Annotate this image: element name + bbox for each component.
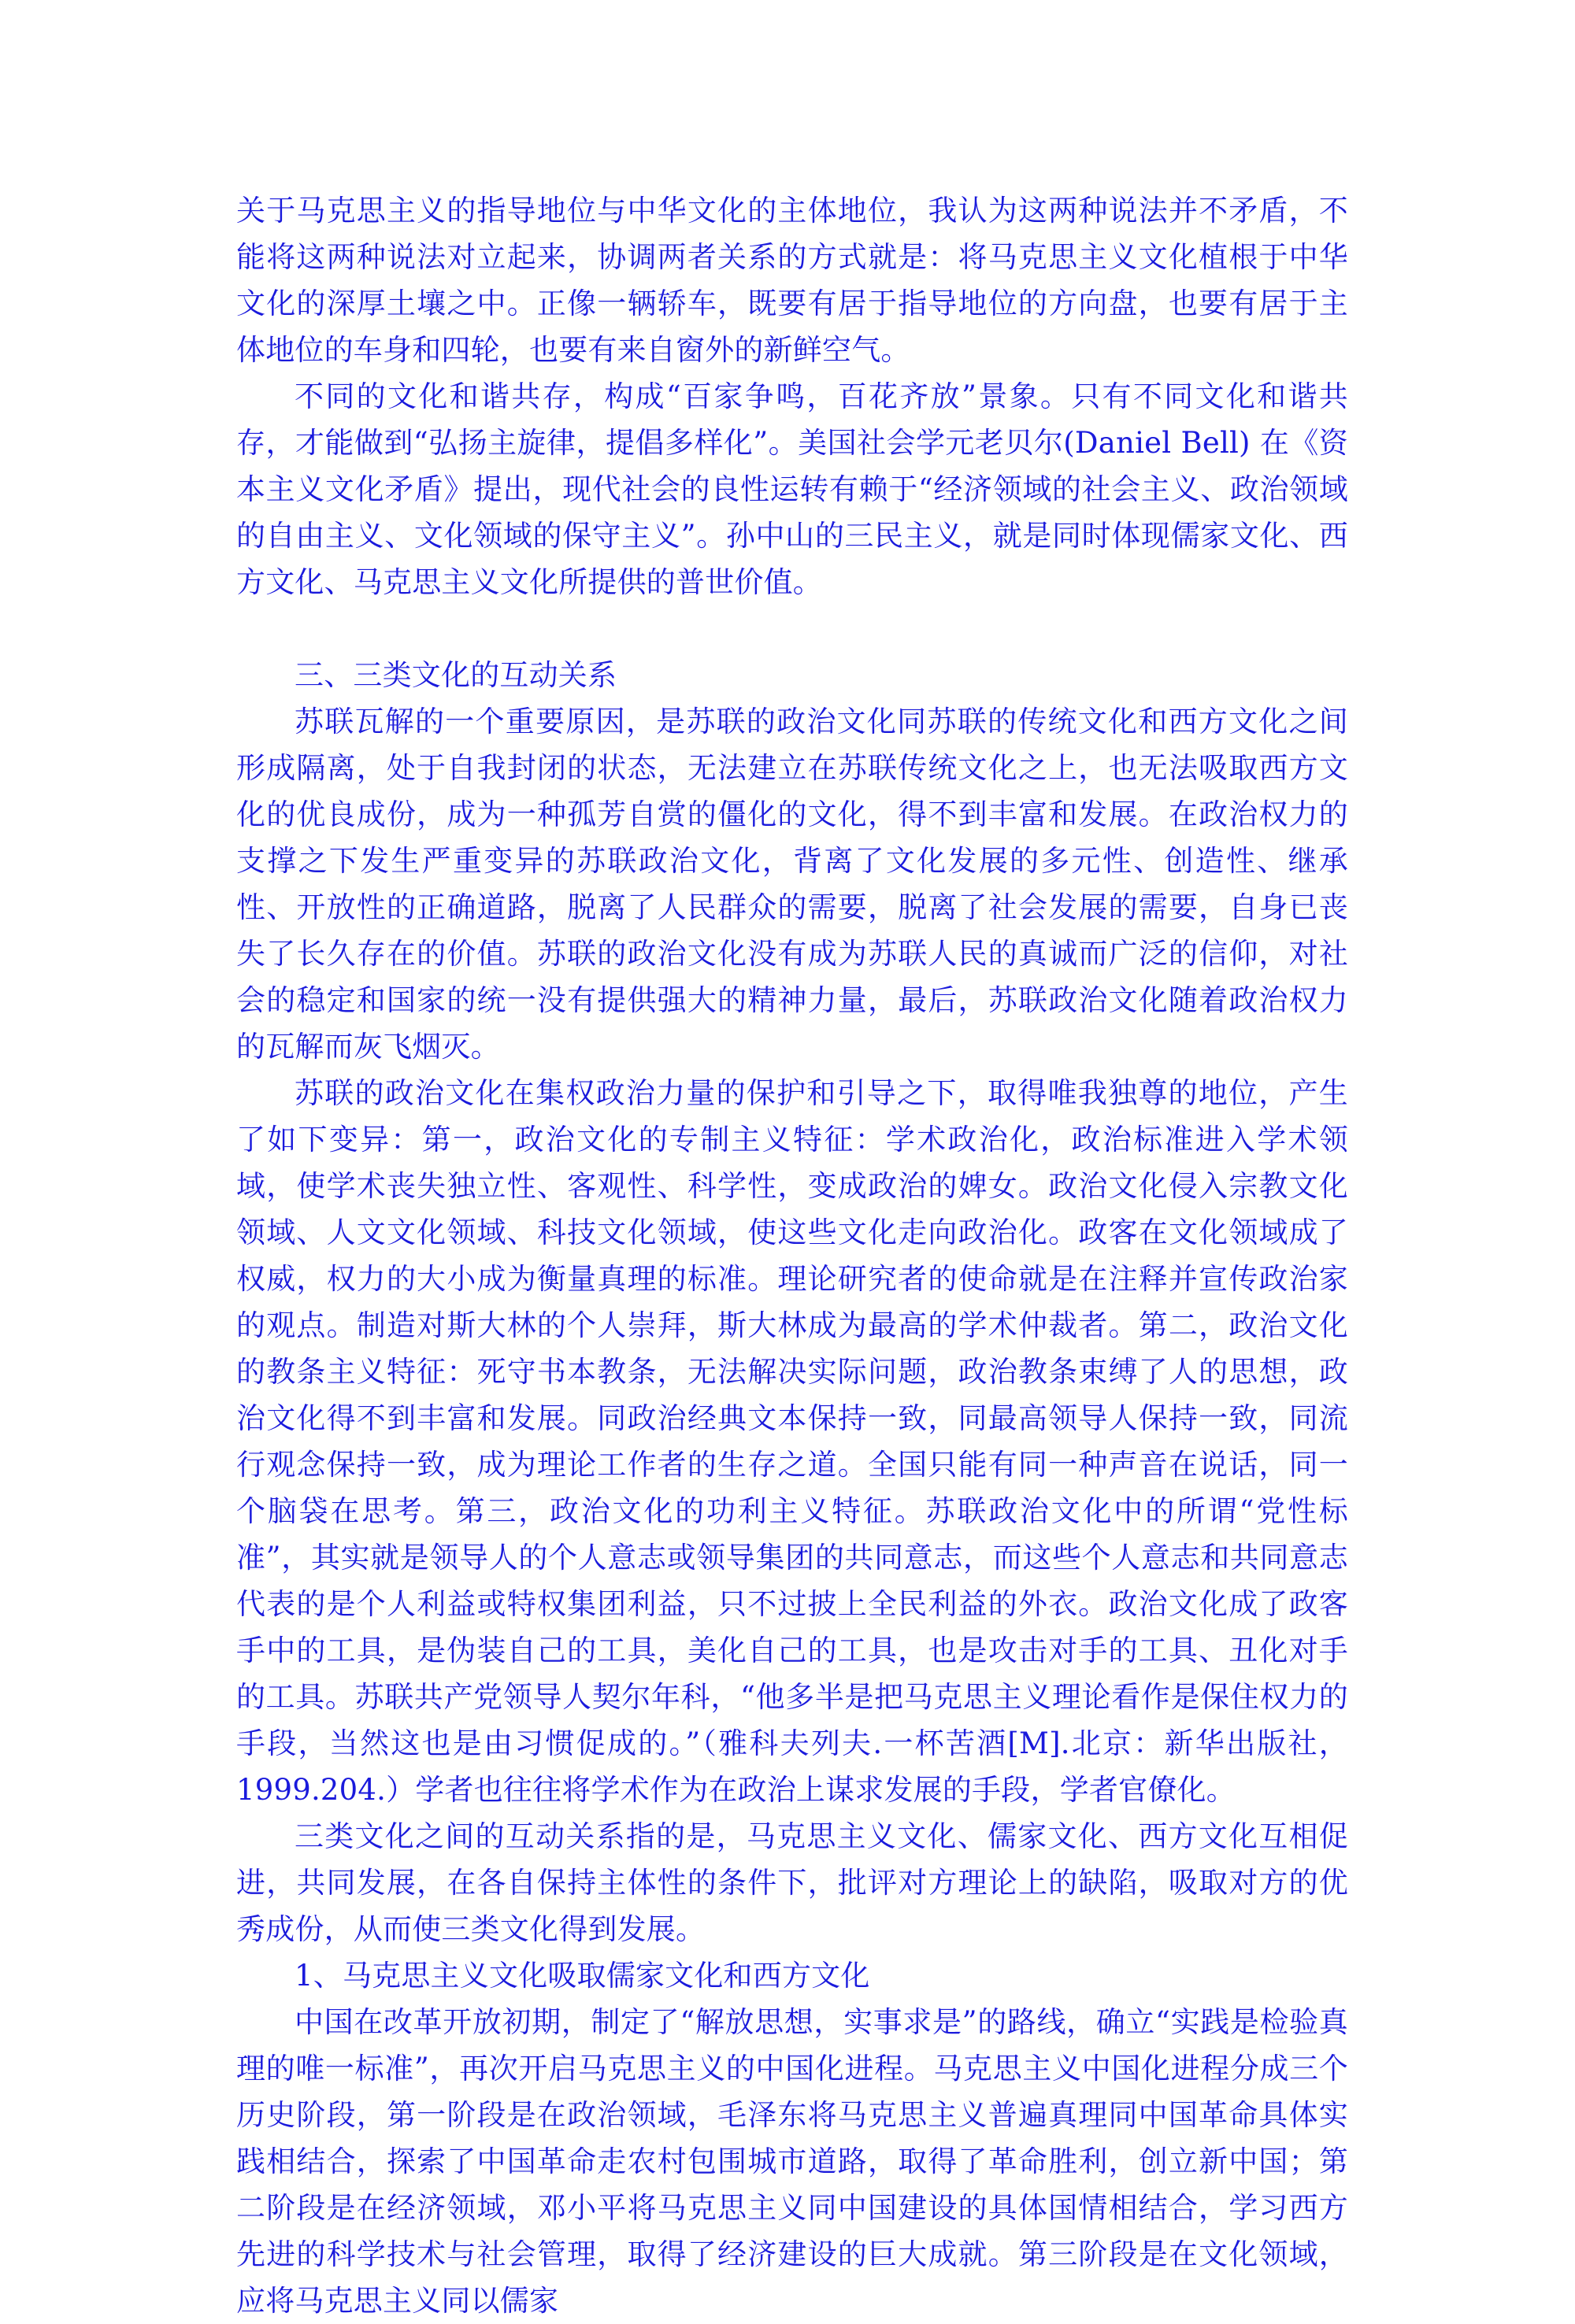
paragraph-guiding-vs-subject: 关于马克思主义的指导地位与中华文化的主体地位，我认为这两种说法并不矛盾，不能将这两种说法对立起来，协调两者关系的方式就是：将马克思主义文化植根于中华文化的深厚土壤之中。正像一辆轿车，既要有居于指导地位的方向盘，也要有居于主体地位的车身和四轮，也要有来自窗外的新鲜空气。: [236, 194, 1348, 367]
paragraph-harmonious-coexistence: 不同的文化和谐共存，构成“百家争鸣，百花齐放”景象。只有不同文化和谐共存，才能做到“弘扬主旋律，提倡多样化”。美国社会学元老贝尔(Daniel Bell) 在《资本主义文化矛盾》提出，现代社会的良性运转有赖于“经济领域的社会主义、政治领域的自由主义、文化领域的保守主义”。孙中山的三民主义，就是同时体现儒家文化、西方文化、马克思主义文化所提供的普世价值。: [236, 379, 1348, 599]
paragraph-interaction-definition: 三类文化之间的互动关系指的是，马克思主义文化、儒家文化、西方文化互相促进，共同发展，在各自保持主体性的条件下，批评对方理论上的缺陷，吸取对方的优秀成份，从而使三类文化得到发展。: [236, 1819, 1348, 1946]
section-heading: 三、三类文化的互动关系: [295, 658, 617, 692]
document-body: [236, 187, 1348, 2324]
blank-line: [236, 605, 1348, 652]
paragraph-soviet-collapse: 苏联瓦解的一个重要原因，是苏联的政治文化同苏联的传统文化和西方文化之间形成隔离，处于自我封闭的状态，无法建立在苏联传统文化之上，也无法吸取西方文化的优良成份，成为一种孤芳自赏的僵化的文化，得不到丰富和发展。在政治权力的支撑之下发生严重变异的苏联政治文化，背离了文化发展的多元性、创造性、继承性、开放性的正确道路，脱离了人民群众的需要，脱离了社会发展的需要，自身已丧失了长久存在的价值。苏联的政治文化没有成为苏联人民的真诚而广泛的信仰，对社会的稳定和国家的统一没有提供强大的精神力量，最后，苏联政治文化随着政治权力的瓦解而灰飞烟灭。: [236, 705, 1348, 1064]
paragraph-reform-opening: 中国在改革开放初期，制定了“解放思想，实事求是”的路线，确立“实践是检验真理的唯一标准”，再次开启马克思主义的中国化进程。马克思主义中国化进程分成三个历史阶段，第一阶段是在政治领域，毛泽东将马克思主义普遍真理同中国革命具体实践相结合，探索了中国革命走农村包围城市道路，取得了革命胜利，创立新中国；第二阶段是在经济领域，邓小平将马克思主义同中国建设的具体国情相结合，学习西方先进的科学技术与社会管理，取得了经济建设的巨大成就。第三阶段是在文化领域，应将马克思主义同以儒家: [236, 2005, 1348, 2318]
paragraph-soviet-variation: 苏联的政治文化在集权政治力量的保护和引导之下，取得唯我独尊的地位，产生了如下变异：第一，政治文化的专制主义特征：学术政治化，政治标准进入学术领域，使学术丧失独立性、客观性、科学性，变成政治的婢女。政治文化侵入宗教文化领域、人文文化领域、科技文化领域，使这些文化走向政治化。政客在文化领域成了权威，权力的大小成为衡量真理的标准。理论研究者的使命就是在注释并宣传政治家的观点。制造对斯大林的个人崇拜，斯大林成为最高的学术仲裁者。第二，政治文化的教条主义特征：死守书本教条，无法解决实际问题，政治教条束缚了人的思想，政治文化得不到丰富和发展。同政治经典文本保持一致，同最高领导人保持一致，同流行观念保持一致，成为理论工作者的生存之道。全国只能有同一种声音在说话，同一个脑袋在思考。第三，政治文化的功利主义特征。苏联政治文化中的所谓“党性标准”，其实就是领导人的个人意志或领导集团的共同意志，而这些个人意志和共同意志代表的是个人利益或特权集团利益，只不过披上全民利益的外衣。政治文化成了政客手中的工具，是伪装自己的工具，美化自己的工具，也是攻击对手的工具、丑化对手的工具。苏联共产党领导人契尔年科，“他多半是把马克思主义理论看作是保住权力的手段，当然这也是由习惯促成的。”（雅科夫列夫.一杯苦酒[M].北京：新华出版社，1999.204.）学者也往往将学术作为在政治上谋求发展的手段，学者官僚化。: [236, 1076, 1348, 1807]
subsection-heading: 1、马克思主义文化吸取儒家文化和西方文化: [295, 1959, 870, 1993]
